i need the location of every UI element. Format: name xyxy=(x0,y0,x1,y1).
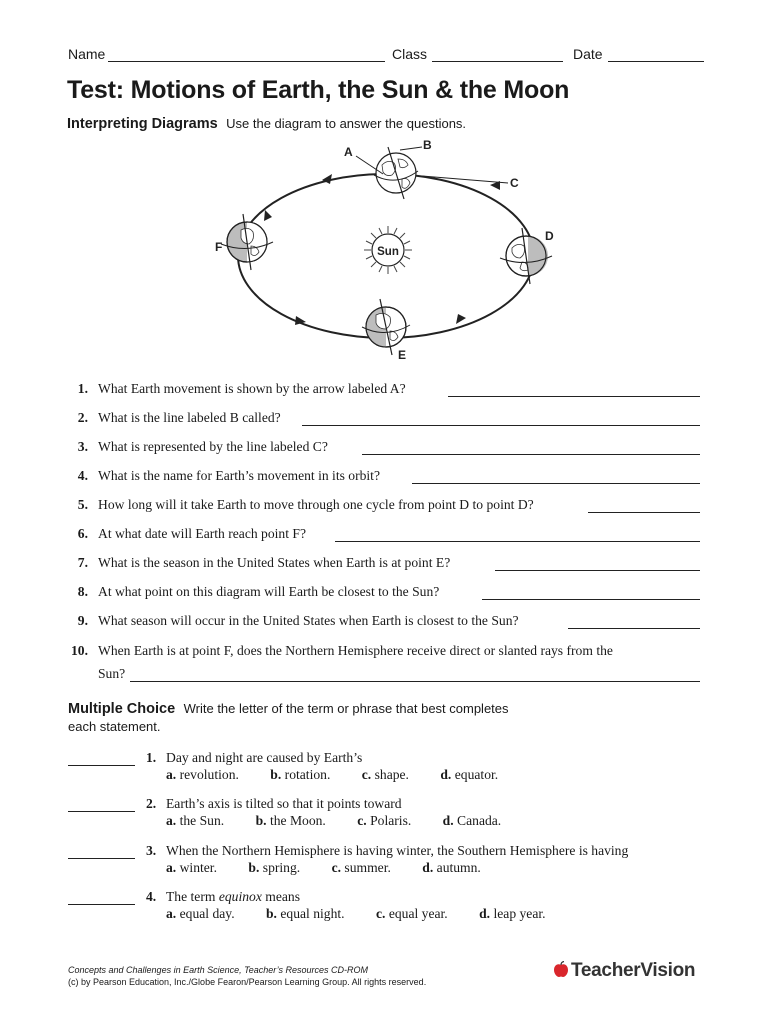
name-field[interactable] xyxy=(108,61,385,62)
answer-field-1[interactable] xyxy=(448,396,700,397)
orbit-arrow-icon xyxy=(456,314,466,324)
section-instruction: Write the letter of the term or phrase that best completes xyxy=(183,701,509,716)
sun-label: Sun xyxy=(377,246,399,258)
question-10-line2: Sun? xyxy=(68,666,700,686)
footer-source: Concepts and Challenges in Earth Science, Teacher’s Resources CD-ROM xyxy=(68,965,368,975)
label-a: A xyxy=(344,145,353,159)
earth-left-icon xyxy=(221,214,273,270)
answer-field-5[interactable] xyxy=(588,512,700,513)
question-5: 5. How long will it take Earth to move through one cycle from point D to point D? xyxy=(68,497,700,517)
page-title: Test: Motions of Earth, the Sun & the Moon xyxy=(67,76,570,104)
answer-field-8[interactable] xyxy=(482,599,700,600)
date-label: Date xyxy=(573,46,603,62)
sun-icon xyxy=(364,226,412,274)
question-1: 1. What Earth movement is shown by the arrow labeled A? xyxy=(68,381,700,401)
name-label: Name xyxy=(68,46,106,62)
date-field[interactable] xyxy=(608,61,704,62)
question-8: 8. At what point on this diagram will Earth be closest to the Sun? xyxy=(68,584,700,604)
mc-answer-field-3[interactable] xyxy=(68,858,135,859)
question-10: 10. When Earth is at point F, does the Northern Hemisphere receive direct or slanted rays from the xyxy=(71,643,613,658)
question-4: 4. What is the name for Earth’s movement in its orbit? xyxy=(68,468,700,488)
question-3: 3. What is represented by the line labeled C? xyxy=(68,439,700,459)
mc-answer-field-4[interactable] xyxy=(68,904,135,905)
class-field[interactable] xyxy=(432,61,563,62)
brand-name: TeacherVision xyxy=(571,960,696,981)
section-instruction: Use the diagram to answer the questions. xyxy=(226,116,467,131)
label-d: D xyxy=(545,229,554,243)
mc-answer-field-2[interactable] xyxy=(68,811,135,812)
orbit-diagram xyxy=(200,138,570,368)
label-f: F xyxy=(215,240,223,254)
section-multiple-choice xyxy=(68,700,588,735)
question-2: 2. What is the line labeled B called? xyxy=(68,410,700,430)
apple-icon xyxy=(553,961,569,980)
section-instruction-cont: each statement. xyxy=(68,719,161,734)
section-interpreting-diagrams xyxy=(67,115,466,133)
question-6: 6. At what date will Earth reach point F? xyxy=(68,526,700,546)
footer-copyright: (c) by Pearson Education, Inc./Globe Fearon/Pearson Learning Group. All rights reserved. xyxy=(68,977,427,987)
section-heading: Multiple Choice xyxy=(68,701,176,717)
label-e: E xyxy=(398,348,407,362)
answer-field-4[interactable] xyxy=(412,483,700,484)
page-footer xyxy=(68,964,426,988)
answer-field-10[interactable] xyxy=(130,681,700,682)
earth-bottom-icon xyxy=(362,299,410,355)
question-9: 9. What season will occur in the United States when Earth is closest to the Sun? xyxy=(68,613,700,633)
brand-logo[interactable] xyxy=(553,960,695,982)
label-b: B xyxy=(423,138,432,152)
answer-field-9[interactable] xyxy=(568,628,700,629)
class-label: Class xyxy=(392,46,428,62)
answer-field-6[interactable] xyxy=(335,541,700,542)
section-heading: Interpreting Diagrams xyxy=(67,116,218,132)
student-info-header xyxy=(68,46,704,64)
answer-field-2[interactable] xyxy=(302,425,700,426)
answer-field-3[interactable] xyxy=(362,454,700,455)
orbit-arrow-icon xyxy=(264,210,272,221)
question-7: 7. What is the season in the United States when Earth is at point E? xyxy=(68,555,700,575)
answer-field-7[interactable] xyxy=(495,570,700,571)
label-c: C xyxy=(510,176,519,190)
mc-answer-field-1[interactable] xyxy=(68,765,135,766)
